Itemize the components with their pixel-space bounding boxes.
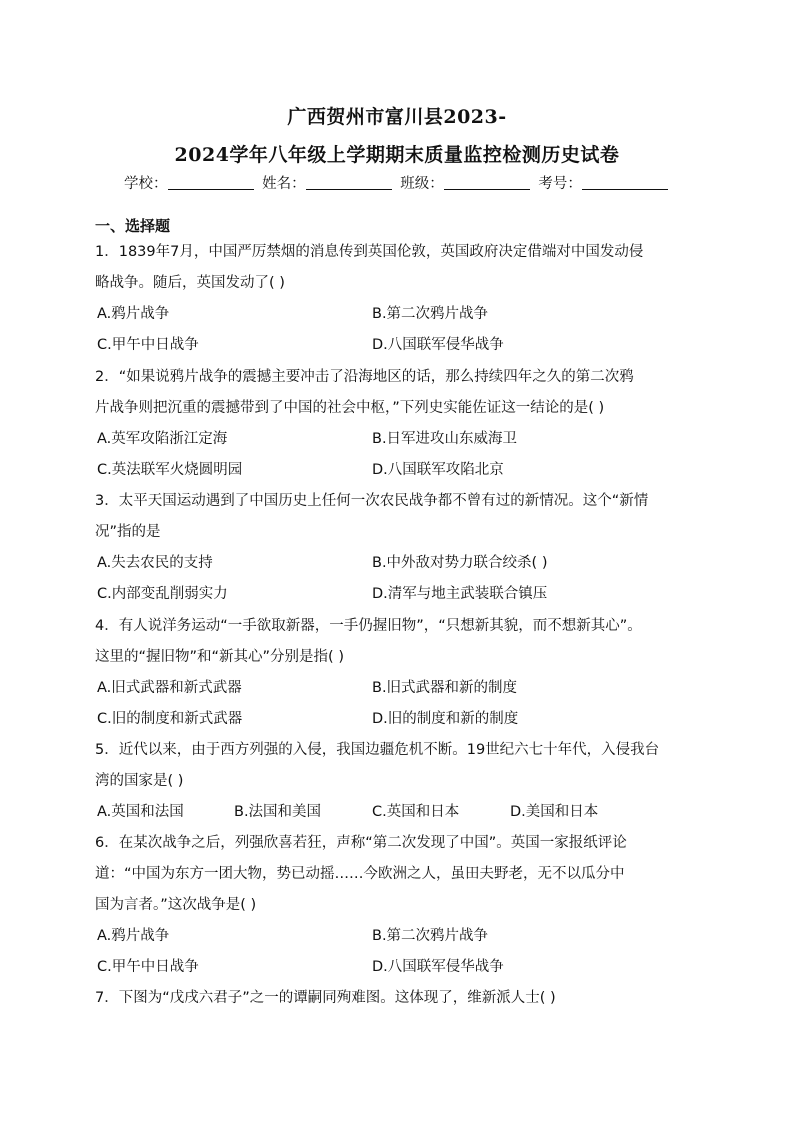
question-3-line-1: 3．太平天国运动遇到了中国历史上任何一次农民战争都不曾有过的新情况。这个“新情 xyxy=(95,493,649,509)
question-4-option-d: D.旧的制度和新的制度 xyxy=(372,711,519,727)
question-5-option-c: C.英国和日本 xyxy=(372,804,460,820)
question-5-option-d: D.美国和日本 xyxy=(510,804,599,820)
question-3-option-a: A.失去农民的支持 xyxy=(97,555,213,571)
exam-title-line-2: 2024学年八年级上学期期末质量监控检测历史试卷 xyxy=(174,144,620,166)
question-6-option-c: C.甲午中日战争 xyxy=(97,959,199,975)
school-blank[interactable] xyxy=(168,175,254,190)
question-4-line-2: 这里的“握旧物”和“新其心”分别是指( ) xyxy=(95,649,344,665)
question-4-line-1: 4．有人说洋务运动“一手欲取新器，一手仍握旧物”，“只想新其貌，而不想新其心”。 xyxy=(95,618,642,634)
question-3-option-d: D.清军与地主武装联合镇压 xyxy=(372,586,548,602)
question-5-option-a: A.英国和法国 xyxy=(97,804,184,820)
question-1-option-b: B.第二次鸦片战争 xyxy=(372,306,489,322)
question-4-option-c: C.旧的制度和新式武器 xyxy=(97,711,243,727)
name-blank[interactable] xyxy=(306,175,392,190)
question-2-line-1: 2．“如果说鸦片战争的震撼主要冲击了沿海地区的话，那么持续四年之久的第二次鸦 xyxy=(95,369,634,385)
school-label: 学校： xyxy=(124,176,168,192)
name-label: 姓名： xyxy=(262,176,306,192)
question-1-line-1: 1．1839年7月，中国严厉禁烟的消息传到英国伦敦，英国政府决定借端对中国发动侵 xyxy=(95,244,644,260)
question-5-line-1: 5．近代以来，由于西方列强的入侵，我国边疆危机不断。19世纪六七十年代，入侵我台 xyxy=(95,742,660,758)
question-6-line-2: 道：“中国为东方一团大物，势已动摇……今欧洲之人，虽田夫野老，无不以瓜分中 xyxy=(95,866,625,882)
question-7-line-1: 7．下图为“戊戌六君子”之一的谭嗣同殉难图。这体现了，维新派人士( ) xyxy=(95,990,556,1006)
question-6-option-d: D.八国联军侵华战争 xyxy=(372,959,504,975)
question-6-line-1: 6．在某次战争之后，列强欣喜若狂，声称“第二次发现了中国”。英国一家报纸评论 xyxy=(95,835,627,851)
exam-number-blank[interactable] xyxy=(582,175,668,190)
question-3-option-c: C.内部变乱削弱实力 xyxy=(97,586,228,602)
class-blank[interactable] xyxy=(444,175,530,190)
question-1-option-c: C.甲午中日战争 xyxy=(97,337,199,353)
student-info-row xyxy=(124,172,672,193)
question-1-line-2: 略战争。随后，英国发动了( ) xyxy=(95,275,285,291)
exam-number-label: 考号： xyxy=(538,176,582,192)
section-heading: 一、选择题 xyxy=(95,217,171,235)
question-6-line-3: 国为言者。”这次战争是( ) xyxy=(95,897,257,913)
question-2-option-d: D.八国联军攻陷北京 xyxy=(372,462,504,478)
question-3-option-b: B.中外敌对势力联合绞杀( ) xyxy=(372,555,548,571)
question-6-option-b: B.第二次鸦片战争 xyxy=(372,928,489,944)
question-3-line-2: 况”指的是 xyxy=(95,524,161,540)
question-2-option-b: B.日军进攻山东威海卫 xyxy=(372,431,518,447)
question-1-option-a: A.鸦片战争 xyxy=(97,306,170,322)
question-2-line-2: 片战争则把沉重的震撼带到了中国的社会中枢，”下列史实能佐证这一结论的是( ) xyxy=(95,400,605,416)
question-2-option-c: C.英法联军火烧圆明园 xyxy=(97,462,243,478)
question-4-option-a: A.旧式武器和新式武器 xyxy=(97,680,242,696)
question-5-option-b: B.法国和美国 xyxy=(234,804,322,820)
question-6-option-a: A.鸦片战争 xyxy=(97,928,170,944)
class-label: 班级： xyxy=(400,176,444,192)
question-2-option-a: A.英军攻陷浙江定海 xyxy=(97,431,228,447)
question-1-option-d: D.八国联军侵华战争 xyxy=(372,337,504,353)
question-4-option-b: B.旧式武器和新的制度 xyxy=(372,680,518,696)
question-5-line-2: 湾的国家是( ) xyxy=(95,773,184,789)
exam-title-line-1: 广西贺州市富川县2023- xyxy=(287,106,507,128)
